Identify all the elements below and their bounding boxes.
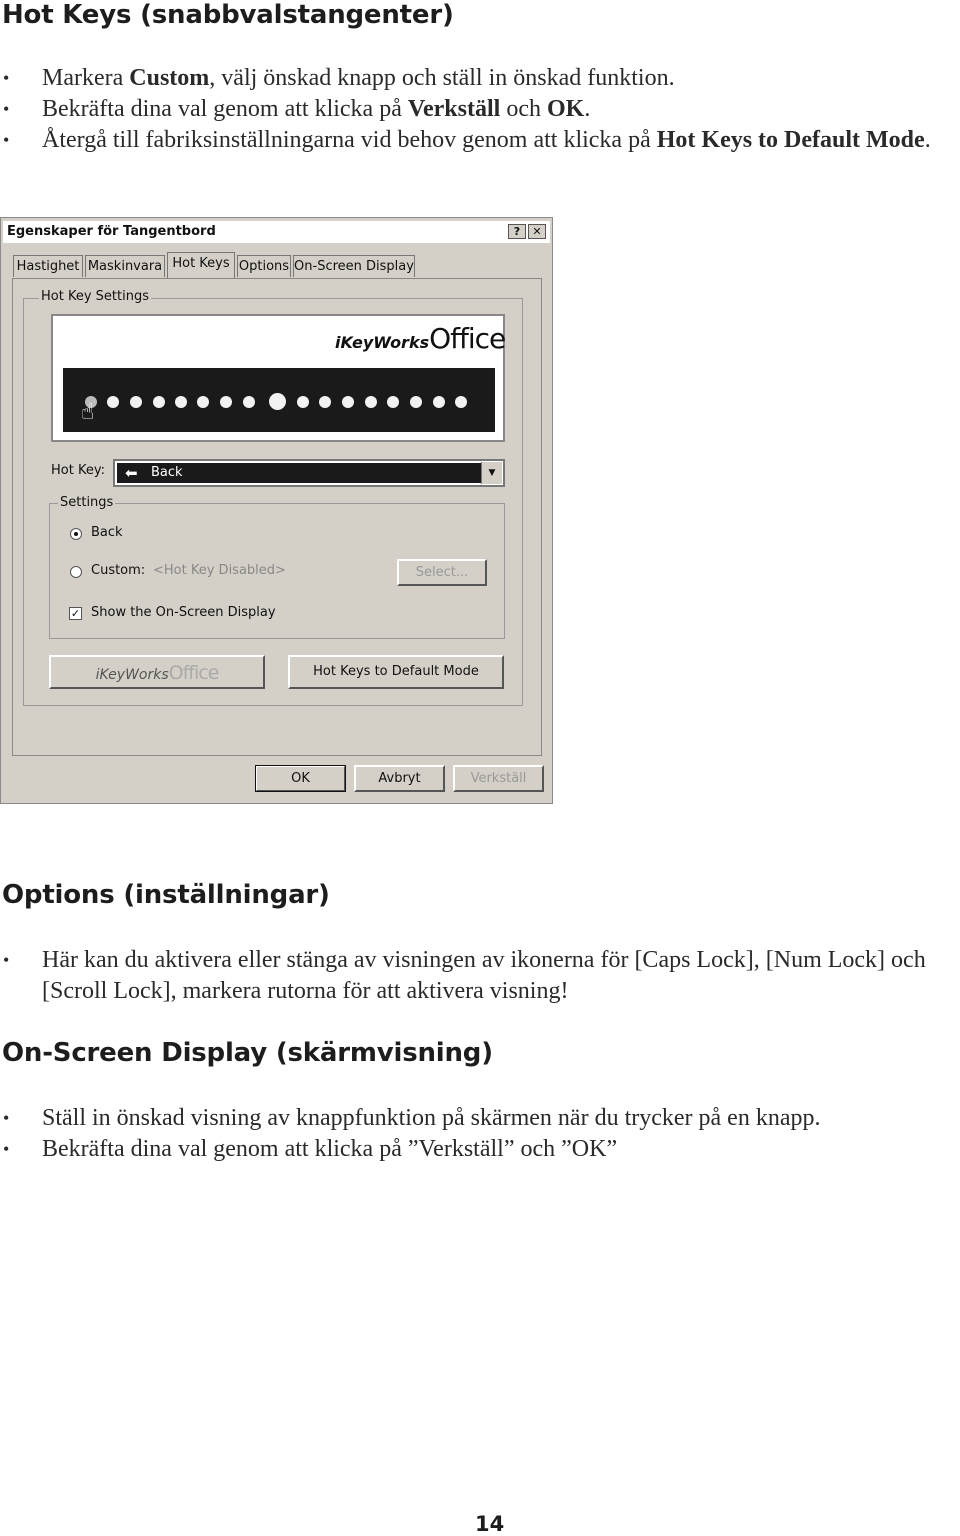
keyboard-banner bbox=[51, 314, 505, 442]
heading-on-screen-display: On-Screen Display (skärmvisning) bbox=[2, 1038, 493, 1068]
help-button[interactable]: ? bbox=[508, 224, 526, 239]
hotkey-dot[interactable] bbox=[243, 396, 255, 408]
tab-hot-keys[interactable]: Hot Keys bbox=[167, 252, 235, 278]
hotkey-dot[interactable] bbox=[387, 396, 399, 408]
hot-key-label: Hot Key: bbox=[51, 463, 105, 478]
radio-custom[interactable] bbox=[70, 566, 82, 578]
list-item: • Bekräfta dina val genom att klicka på Verkställ och OK. bbox=[0, 94, 960, 125]
close-button[interactable]: ✕ bbox=[528, 224, 546, 239]
list-item: • Här kan du aktivera eller stänga av visningen av ikonerna för [Caps Lock], [Num Lock] och [Scroll Lock], markera rutorna för att aktivera visning! bbox=[0, 945, 960, 1007]
settings-label: Settings bbox=[60, 495, 114, 510]
hot-key-selected-value: Back bbox=[151, 465, 183, 480]
tab-on-screen-display[interactable]: On-Screen Display bbox=[293, 255, 415, 277]
list-item: • Bekräfta dina val genom att klicka på ”Verkställ” och ”OK” bbox=[0, 1134, 960, 1165]
cancel-button[interactable]: Avbryt bbox=[354, 765, 445, 792]
hotkey-dot-large[interactable] bbox=[269, 393, 286, 410]
hotkey-dot[interactable] bbox=[433, 396, 445, 408]
hot-keys-bullet-list bbox=[0, 63, 960, 156]
ikeyworks-office-logo: iKeyWorksOffice bbox=[335, 322, 506, 355]
hotkey-dot[interactable] bbox=[365, 396, 377, 408]
apply-button[interactable]: Verkställ bbox=[453, 765, 544, 792]
tab-options[interactable]: Options bbox=[237, 255, 291, 277]
tab-maskinvara[interactable]: Maskinvara bbox=[85, 255, 165, 277]
hotkey-dot[interactable] bbox=[107, 396, 119, 408]
radio-back-label: Back bbox=[91, 525, 123, 540]
page-number: 14 bbox=[475, 1512, 505, 1536]
heading-options: Options (inställningar) bbox=[2, 880, 330, 910]
chevron-down-icon[interactable]: ▼ bbox=[481, 462, 502, 484]
hotkey-dot[interactable] bbox=[410, 396, 422, 408]
hotkey-dot[interactable] bbox=[455, 396, 467, 408]
hotkey-strip bbox=[63, 368, 495, 432]
dialog-title: Egenskaper för Tangentbord bbox=[7, 224, 216, 239]
hot-key-settings-label: Hot Key Settings bbox=[41, 289, 149, 304]
ikeyworks-office-logo: iKeyWorksOffice bbox=[95, 662, 219, 684]
hotkey-dot[interactable] bbox=[153, 396, 165, 408]
hotkey-dot[interactable] bbox=[197, 396, 209, 408]
hand-cursor-icon: ☝ bbox=[81, 400, 95, 425]
list-item: • Markera Custom, välj önskad knapp och ställ in önskad funktion. bbox=[0, 63, 960, 94]
show-osd-label: Show the On-Screen Display bbox=[91, 605, 276, 620]
heading-hot-keys: Hot Keys (snabbvalstangenter) bbox=[2, 0, 454, 30]
options-bullet-list bbox=[0, 945, 960, 1007]
hotkey-dot[interactable] bbox=[175, 396, 187, 408]
hotkey-dot[interactable] bbox=[319, 396, 331, 408]
keyboard-properties-dialog bbox=[0, 217, 553, 804]
back-arrow-icon: ⬅ bbox=[125, 464, 138, 482]
list-item: • Återgå till fabriksinställningarna vid behov genom att klicka på Hot Keys to Default Mode. bbox=[0, 125, 960, 156]
osd-bullet-list bbox=[0, 1103, 960, 1165]
hotkey-dot[interactable] bbox=[130, 396, 142, 408]
hotkey-dot[interactable] bbox=[220, 396, 232, 408]
custom-hotkey-value: <Hot Key Disabled> bbox=[153, 563, 286, 578]
dialog-titlebar bbox=[3, 221, 550, 243]
hotkey-dot[interactable] bbox=[342, 396, 354, 408]
ikeyworks-office-button[interactable] bbox=[49, 655, 265, 689]
select-button[interactable]: Select... bbox=[397, 559, 487, 586]
radio-back[interactable] bbox=[70, 528, 82, 540]
list-item: • Ställ in önskad visning av knappfunktion på skärmen när du trycker på en knapp. bbox=[0, 1103, 960, 1134]
hotkey-dot[interactable] bbox=[297, 396, 309, 408]
ok-button[interactable]: OK bbox=[255, 765, 346, 792]
show-osd-checkbox[interactable]: ✓ bbox=[70, 607, 81, 620]
radio-custom-label: Custom: bbox=[91, 563, 146, 578]
hot-keys-default-mode-button[interactable]: Hot Keys to Default Mode bbox=[288, 655, 504, 689]
tab-hastighet[interactable]: Hastighet bbox=[13, 255, 83, 277]
hot-key-select[interactable] bbox=[113, 459, 505, 487]
